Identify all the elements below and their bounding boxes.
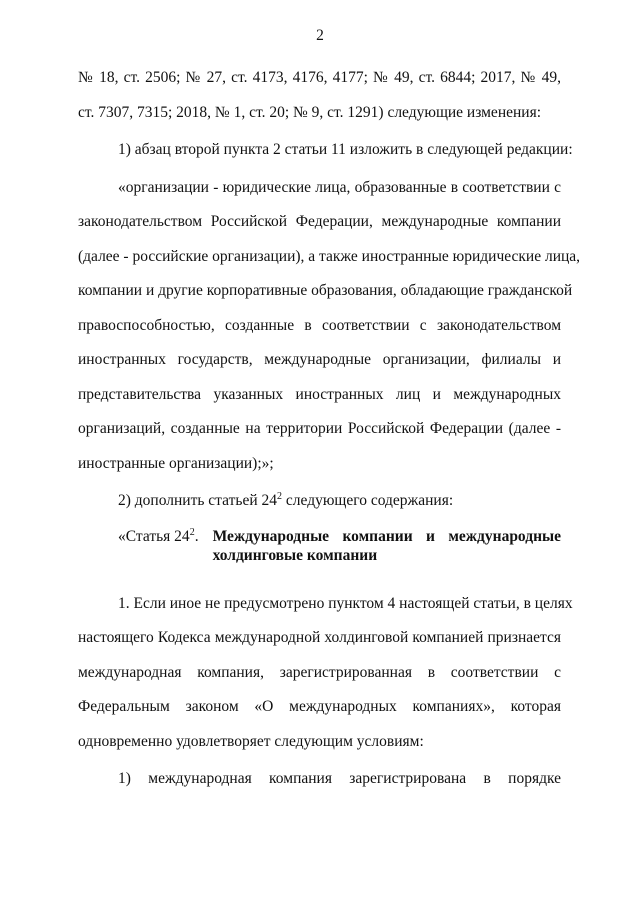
superscript: 2 [189, 526, 195, 538]
text-line: иностранных государств, международные организации, филиалы и [78, 351, 561, 368]
article-label-text: «Статья 24 [118, 527, 190, 545]
text-line: законодательством Российской Федерации, международные компании [78, 213, 561, 230]
article-title-line: Международные компании и международные [212, 527, 561, 545]
paragraph-1 [78, 587, 573, 760]
superscript: 2 [277, 490, 283, 502]
condition-1: 1) международная компания зарегистрирована в порядке [118, 770, 561, 787]
article-title-line: холдинговые компании [212, 546, 378, 564]
page-number: 2 [316, 27, 324, 44]
intro-paragraph [78, 61, 561, 130]
item-2-heading-text: следующего содержания: [282, 492, 454, 509]
item-1-quoted-text [78, 171, 581, 482]
text-line: одновременно удовлетворяет следующим условиям: [78, 732, 424, 750]
text-line: 1. Если иное не предусмотрено пунктом 4 настоящей статьи, в целях [118, 594, 573, 612]
article-label [118, 527, 199, 546]
text-line: иностранные организации);»; [78, 454, 274, 472]
text-line: ст. 7307, 7315; 2018, № 1, ст. 20; № 9, ст. 1291) следующие изменения: [78, 103, 542, 121]
text-line: международная компания, зарегистрированная в соответствии с [78, 663, 561, 681]
item-2-heading-text: 2) дополнить статьей 24 [118, 492, 278, 509]
text-line: организаций, созданные на территории Российской Федерации (далее - [78, 420, 561, 437]
text-line: № 18, ст. 2506; № 27, ст. 4173, 4176, 4177; № 49, ст. 6844; 2017, № 49, [78, 69, 561, 86]
text-line: (далее - российские организации), а также иностранные юридические лица, [78, 247, 581, 265]
text-line: компании и другие корпоративные образования, обладающие гражданской [78, 282, 573, 299]
text-line: настоящего Кодекса международной холдинговой компанией признается [78, 629, 561, 646]
document-body [78, 61, 581, 797]
item-2-heading [78, 484, 561, 519]
item-1-heading: 1) абзац второй пункта 2 статьи 11 изложить в следующей редакции: [118, 141, 573, 158]
text-line: «организации - юридические лица, образованные в соответствии с [118, 178, 561, 196]
article-title [213, 527, 561, 565]
text-line: правоспособностью, созданные в соответствии с законодательством [78, 316, 561, 334]
text-line: представительства указанных иностранных лиц и международных [78, 385, 561, 403]
text-line: Федеральным законом «О международных компаниях», которая [78, 698, 561, 715]
article-label-text: . [194, 527, 199, 545]
article-heading [78, 527, 561, 565]
